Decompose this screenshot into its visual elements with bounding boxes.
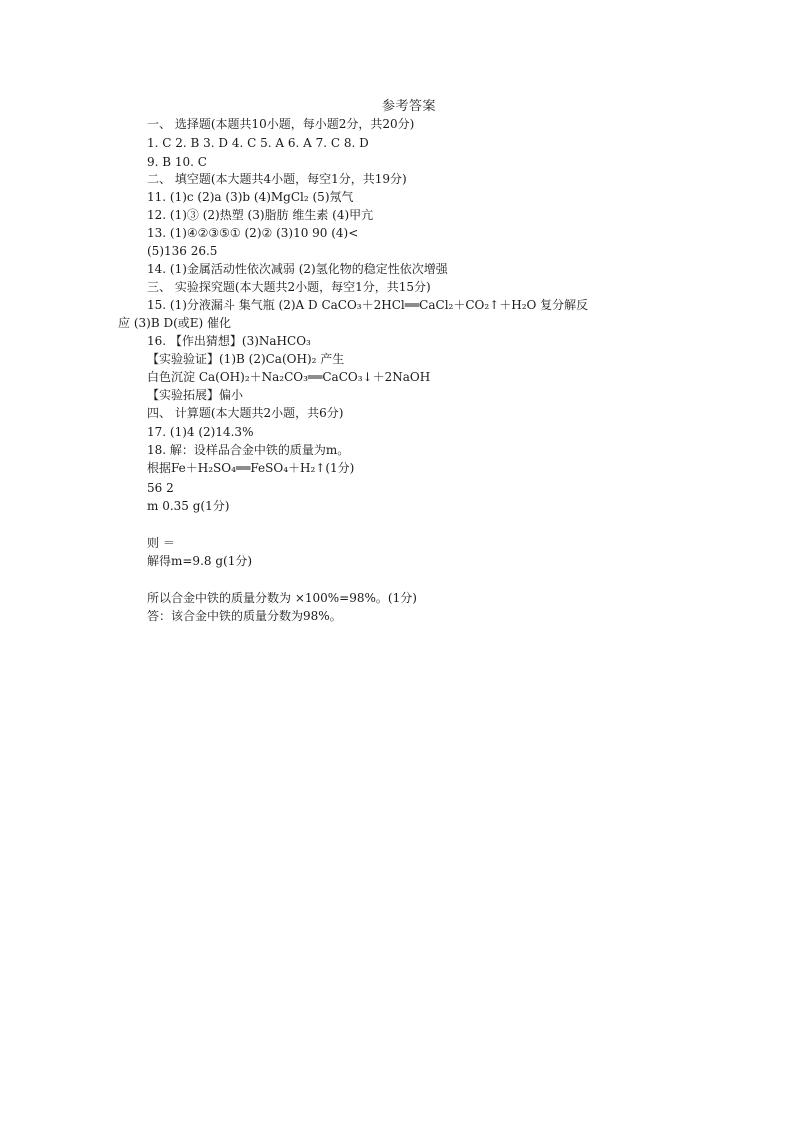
answer-line: 12. (1)③ (2)热塑 (3)脂肪 维生素 (4)甲亢 — [147, 208, 374, 222]
answer-line: 17. (1)4 (2)14.3% — [147, 425, 254, 439]
answer-line: 56 2 — [147, 481, 174, 495]
answer-line: 白色沉淀 Ca(OH)₂＋Na₂CO₃══CaCO₃↓＋2NaOH — [147, 370, 431, 384]
answer-line: 18. 解：设样品合金中铁的质量为m。 — [147, 443, 350, 457]
answer-line: 9. B 10. C — [147, 155, 207, 169]
answer-line: 四、 计算题(本大题共2小题，共6分) — [147, 406, 344, 420]
answer-line: 11. (1)c (2)a (3)b (4)MgCl₂ (5)氖气 — [147, 190, 354, 204]
answer-line: 二、 填空题(本大题共4小题，每空1分，共19分) — [147, 172, 407, 186]
answer-line: (5)136 26.5 — [147, 244, 218, 258]
answer-line: 【实验拓展】偏小 — [147, 388, 244, 402]
answer-line: 15. (1)分液漏斗 集气瓶 (2)A D CaCO₃＋2HCl══CaCl₂＋CO₂↑＋H₂O 复分解反 — [147, 298, 589, 312]
answer-line: 三、 实验探究题(本大题共2小题，每空1分，共15分) — [147, 280, 431, 294]
answer-line: 14. (1)金属活动性依次减弱 (2)氢化物的稳定性依次增强 — [147, 262, 448, 276]
answer-line: 【实验验证】(1)B (2)Ca(OH)₂ 产生 — [147, 352, 345, 366]
answer-line: 则 ＝ — [147, 536, 175, 550]
page-title: 参考答案 — [382, 99, 437, 114]
answer-line: 1. C 2. B 3. D 4. C 5. A 6. A 7. C 8. D — [147, 136, 369, 150]
answer-line: 应 (3)B D(或E) 催化 — [118, 316, 232, 330]
answer-line: 一、 选择题(本题共10小题，每小题2分，共20分) — [147, 117, 415, 131]
answer-line: m 0.35 g(1分) — [147, 499, 230, 513]
answer-line: 所以合金中铁的质量分数为 ×100%=98%。(1分) — [147, 591, 417, 605]
answer-line: 解得m=9.8 g(1分) — [147, 554, 253, 568]
answer-line: 13. (1)④②③⑤① (2)② (3)10 90 (4)< — [147, 226, 359, 240]
answer-line: 16. 【作出猜想】(3)NaHCO₃ — [147, 334, 311, 348]
answer-line: 根据Fe＋H₂SO₄══FeSO₄＋H₂↑(1分) — [147, 461, 355, 475]
answer-line: 答：该合金中铁的质量分数为98%。 — [147, 609, 342, 623]
